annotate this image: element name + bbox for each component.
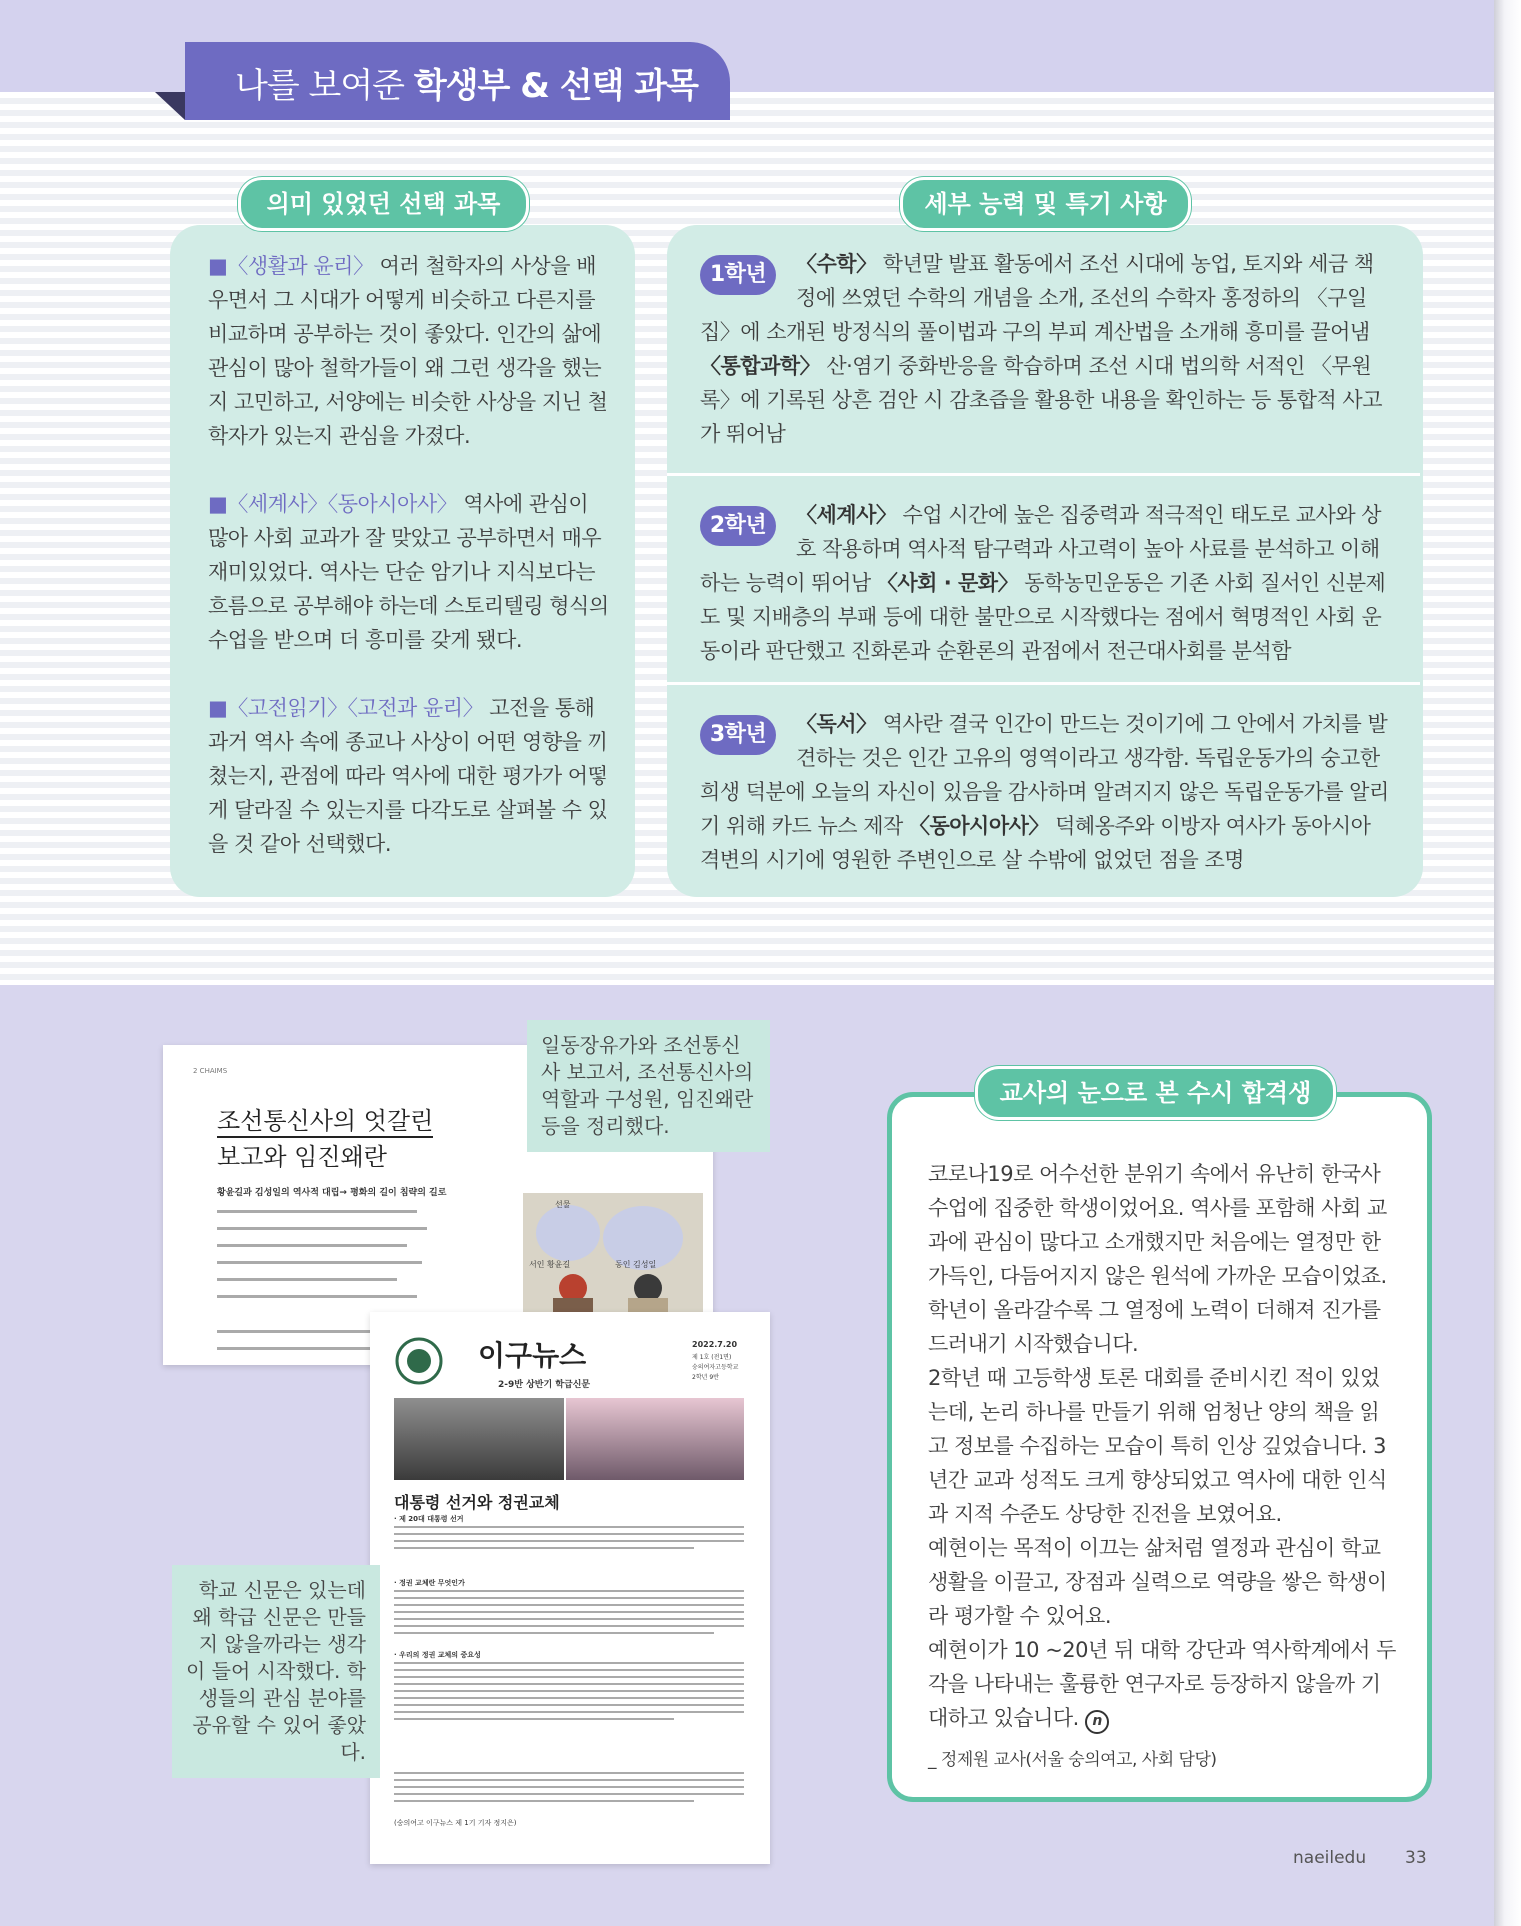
header-fold: [155, 92, 185, 120]
text-line: [394, 1683, 744, 1685]
text-line: [394, 1611, 744, 1613]
text-line: [217, 1227, 427, 1230]
newspaper-subtitle: 2-9반 상반기 학급신문: [498, 1380, 591, 1390]
subject-names: 〈고전읽기〉〈고전과 윤리〉: [227, 696, 484, 720]
newspaper-section2: · 정권 교체란 무엇인가: [394, 1579, 465, 1587]
report-caption: 일동장유가와 조선통신사 보고서, 조선통신사의 역할과 구성원, 임진왜란 등을 정리했다.: [527, 1020, 770, 1152]
class-photo: [394, 1398, 564, 1480]
illustration-label: 서인 황윤길: [529, 1260, 571, 1269]
text-line: [394, 1704, 744, 1706]
teacher-paragraph: 코로나19로 어수선한 분위기 속에서 유난히 한국사 수업에 집중한 학생이었어요. 역사를 포함해 사회 교과에 관심이 많다고 소개했지만 처음에는 열정만 한가득인, 다듬어지지 않은 원석에 가까운 모습이었죠. 학년이 올라갈수록 그 열정에 노력이 더해져 진가를 드러내기 시작했습니다.: [928, 1162, 1387, 1356]
grade-text: 동학농민운동은 기존 사회 질서인 신분제도 및 지배층의 부패 등에 대한 불만으로 시작했다는 점에서 혁명적인 사회 운동이라 판단했고 진화론과 순환론의 관점에서 전근대사회를 분석함: [700, 571, 1386, 663]
text-line: [394, 1625, 744, 1627]
text-line: [394, 1526, 744, 1528]
teacher-paragraph: 2학년 때 고등학생 토론 대회를 준비시킨 적이 있었는데, 논리 하나를 만들기 위해 엄청난 양의 책을 읽고 정보를 수집하는 모습이 특히 인상 깊었습니다. 3년간 교과 성적도 크게 향상되었고 역사에 대한 인식과 지적 수준도 상당한 진전을 보였어요.: [928, 1366, 1387, 1526]
newspaper-caption: 학교 신문은 있는데 왜 학급 신문은 만들지 않을까라는 생각이 들어 시작했다. 학생들의 관심 분야를 공유할 수 있어 좋았다.: [172, 1565, 380, 1778]
text-line: [394, 1547, 694, 1549]
grade-badge: 1학년: [700, 255, 776, 295]
subject-description: 여러 철학자의 사상을 배우면서 그 시대가 어떻게 비슷하고 다른지를 비교하며 공부하는 것이 좋았다. 인간의 삶에 관심이 많아 철학가들이 왜 그런 생각을 했는지 고민하고, 서양에는 비슷한 사상을 지닌 철학자가 있는지 관심을 가졌다.: [208, 254, 608, 448]
page-spine: [1494, 0, 1521, 1926]
grade-text: 역사란 결국 인간이 만드는 것이기에 그 안에서 가치를 발견하는 것은 인간 고유의 영역이라고 생각함. 독립운동가의 숭고한 희생 덕분에 오늘의 자신이 있음을 감사하며 알려지지 않은 독립운동가를 알리기 위해 카드 뉴스 제작: [700, 712, 1389, 838]
text-line: [394, 1597, 744, 1599]
end-mark-icon: n: [1085, 1710, 1109, 1734]
text-line: [394, 1786, 744, 1788]
cherry-blossom-photo: [566, 1398, 744, 1480]
grade-text: 덕혜옹주와 이방자 여사가 동아시아 격변의 시기에 영원한 주변인으로 살 수밖에 없었던 점을 조명: [700, 814, 1371, 872]
grade-row-2: [667, 476, 1420, 682]
header-title-bold: 학생부 & 선택 과목: [413, 66, 698, 106]
detailed-abilities-box: [667, 225, 1423, 897]
grade-row-1: [667, 225, 1420, 473]
newspaper-school: 숭의여자고등학교: [692, 1364, 739, 1371]
text-line: [394, 1779, 744, 1781]
teacher-signature: _ 정제원 교사(서울 숭의여고, 사회 담당): [928, 1750, 1217, 1770]
report-small-label: 2 CHAIMS: [193, 1067, 228, 1075]
section-header: [185, 42, 730, 120]
newspaper-footer: (숭의여고 이구뉴스 제 1기 기자 정지은): [394, 1819, 517, 1827]
newspaper-section3: · 우리의 정권 교체의 중요성: [394, 1651, 481, 1659]
text-line: [394, 1604, 744, 1606]
newspaper-document: [370, 1312, 770, 1864]
report-subtitle: 황윤길과 김성일의 역사적 대립→ 평화의 길이 침략의 길로: [217, 1188, 447, 1198]
teacher-comment-text: [928, 1157, 1398, 1777]
text-line: [394, 1697, 744, 1699]
subject-name: 〈수학〉: [796, 252, 877, 276]
grade-text: 산·염기 중화반응을 학습하며 조선 시대 법의학 서적인 〈무원록〉에 기록된 상흔 검안 시 감초즙을 활용한 내용을 확인하는 등 통합적 사고가 뛰어남: [700, 354, 1383, 446]
text-line: [394, 1540, 744, 1542]
text-line: [394, 1632, 714, 1634]
newspaper-date: 2022.7.20: [692, 1340, 738, 1349]
subject-paragraph: [208, 487, 613, 657]
school-emblem-icon: [394, 1336, 444, 1386]
text-line: [394, 1533, 744, 1535]
bullet-square: ■: [208, 492, 228, 516]
text-line: [394, 1793, 744, 1795]
subject-name: 〈통합과학〉: [700, 354, 821, 378]
report-title-line1: 조선통신사의 엇갈린: [217, 1101, 433, 1138]
subject-names: 〈생활과 윤리〉: [227, 254, 374, 278]
newspaper-class: 2학년 9반: [692, 1374, 719, 1381]
teacher-pill: 교사의 눈으로 본 수시 합격생: [975, 1066, 1336, 1120]
text-line: [217, 1295, 417, 1298]
illustration-label: 동인 김성일: [615, 1260, 657, 1269]
newspaper-photo: [394, 1398, 744, 1480]
teacher-paragraph: 예현이는 목적이 이끄는 삶처럼 열정과 관심이 학교생활을 이끌고, 장점과 실력으로 역량을 쌓은 학생이라 평가할 수 있어요.: [928, 1536, 1387, 1628]
grade-text: 수업 시간에 높은 집중력과 적극적인 태도로 교사와 상호 작용하며 역사적 탐구력과 사고력이 높아 사료를 분석하고 이해하는 능력이 뛰어남: [700, 503, 1382, 595]
text-line: [394, 1669, 744, 1671]
grade-badge: 3학년: [700, 715, 776, 755]
newspaper-title: 이구뉴스: [478, 1339, 587, 1372]
illustration-drawing: [523, 1193, 703, 1318]
teacher-comment-box: [887, 1092, 1432, 1802]
newspaper-section1: · 제 20대 대통령 선거: [394, 1515, 464, 1523]
selected-subjects-box: [170, 225, 635, 897]
grade-row-3: [667, 685, 1420, 897]
subject-name: 〈독서〉: [796, 712, 877, 736]
newspaper-issue: 제 1호 (전1면): [692, 1354, 732, 1361]
text-line: [217, 1278, 397, 1281]
text-line: [217, 1261, 422, 1264]
newspaper-headline: 대통령 선거와 정권교체: [394, 1493, 560, 1512]
subject-names: 〈세계사〉〈동아시아사〉: [227, 492, 458, 516]
report-illustration: [523, 1193, 703, 1318]
text-line: [217, 1244, 407, 1247]
text-line: [394, 1711, 744, 1713]
footer-page-number: 33: [1405, 1848, 1427, 1868]
text-line: [394, 1676, 744, 1678]
detailed-abilities-pill: 세부 능력 및 특기 사항: [900, 177, 1191, 231]
grade-badge: 2학년: [700, 506, 776, 546]
subject-paragraph: [208, 691, 613, 861]
bullet-square: ■: [208, 696, 228, 720]
subject-description: 역사에 관심이 많아 사회 교과가 잘 맞았고 공부하면서 매우 재미있었다. 역사는 단순 암기나 지식보다는 흐름으로 공부해야 하는데 스토리텔링 형식의 수업을 받으며 더 흥미를 갖게 됐다.: [208, 492, 609, 652]
text-line: [394, 1618, 744, 1620]
subject-name: 〈사회 · 문화〉: [876, 571, 1019, 595]
text-line: [217, 1210, 417, 1213]
footer-brand: naeiledu: [1293, 1848, 1367, 1868]
text-line: [394, 1718, 674, 1720]
illustration-label: 선물: [555, 1200, 571, 1209]
selected-subjects-pill: 의미 있었던 선택 과목: [238, 177, 529, 231]
subject-name: 〈동아시아사〉: [908, 814, 1049, 838]
teacher-paragraph-last: [928, 1633, 1398, 1735]
text-line: [394, 1800, 694, 1802]
subject-name: 〈세계사〉: [796, 503, 897, 527]
subject-description: 고전을 통해 과거 역사 속에 종교나 사상이 어떤 영향을 끼쳤는지, 관점에 따라 역사에 대한 평가가 어떻게 달라질 수 있는지를 다각도로 살펴볼 수 있을 것 같아 선택했다.: [208, 696, 608, 856]
text-line: [394, 1772, 744, 1774]
teacher-paragraph: 예현이가 10 ~20년 뒤 대학 강단과 역사학계에서 두각을 나타내는 훌륭한 연구자로 등장하지 않을까 기대하고 있습니다.: [928, 1638, 1396, 1730]
header-title-light: 나를 보여준: [235, 66, 405, 106]
text-line: [394, 1690, 744, 1692]
text-line: [394, 1662, 744, 1664]
grade-text: 학년말 발표 활동에서 조선 시대에 농업, 토지와 세금 책정에 쓰였던 수학의 개념을 소개, 조선의 수학자 홍정하의 〈구일집〉에 소개된 방정식의 풀이법과 구의 부피 계산법을 소개해 흥미를 끌어냄: [700, 252, 1374, 344]
bullet-square: ■: [208, 254, 228, 278]
text-line: [394, 1590, 744, 1592]
report-title-line2: 보고와 임진왜란: [217, 1143, 387, 1171]
subject-paragraph: [208, 249, 613, 453]
